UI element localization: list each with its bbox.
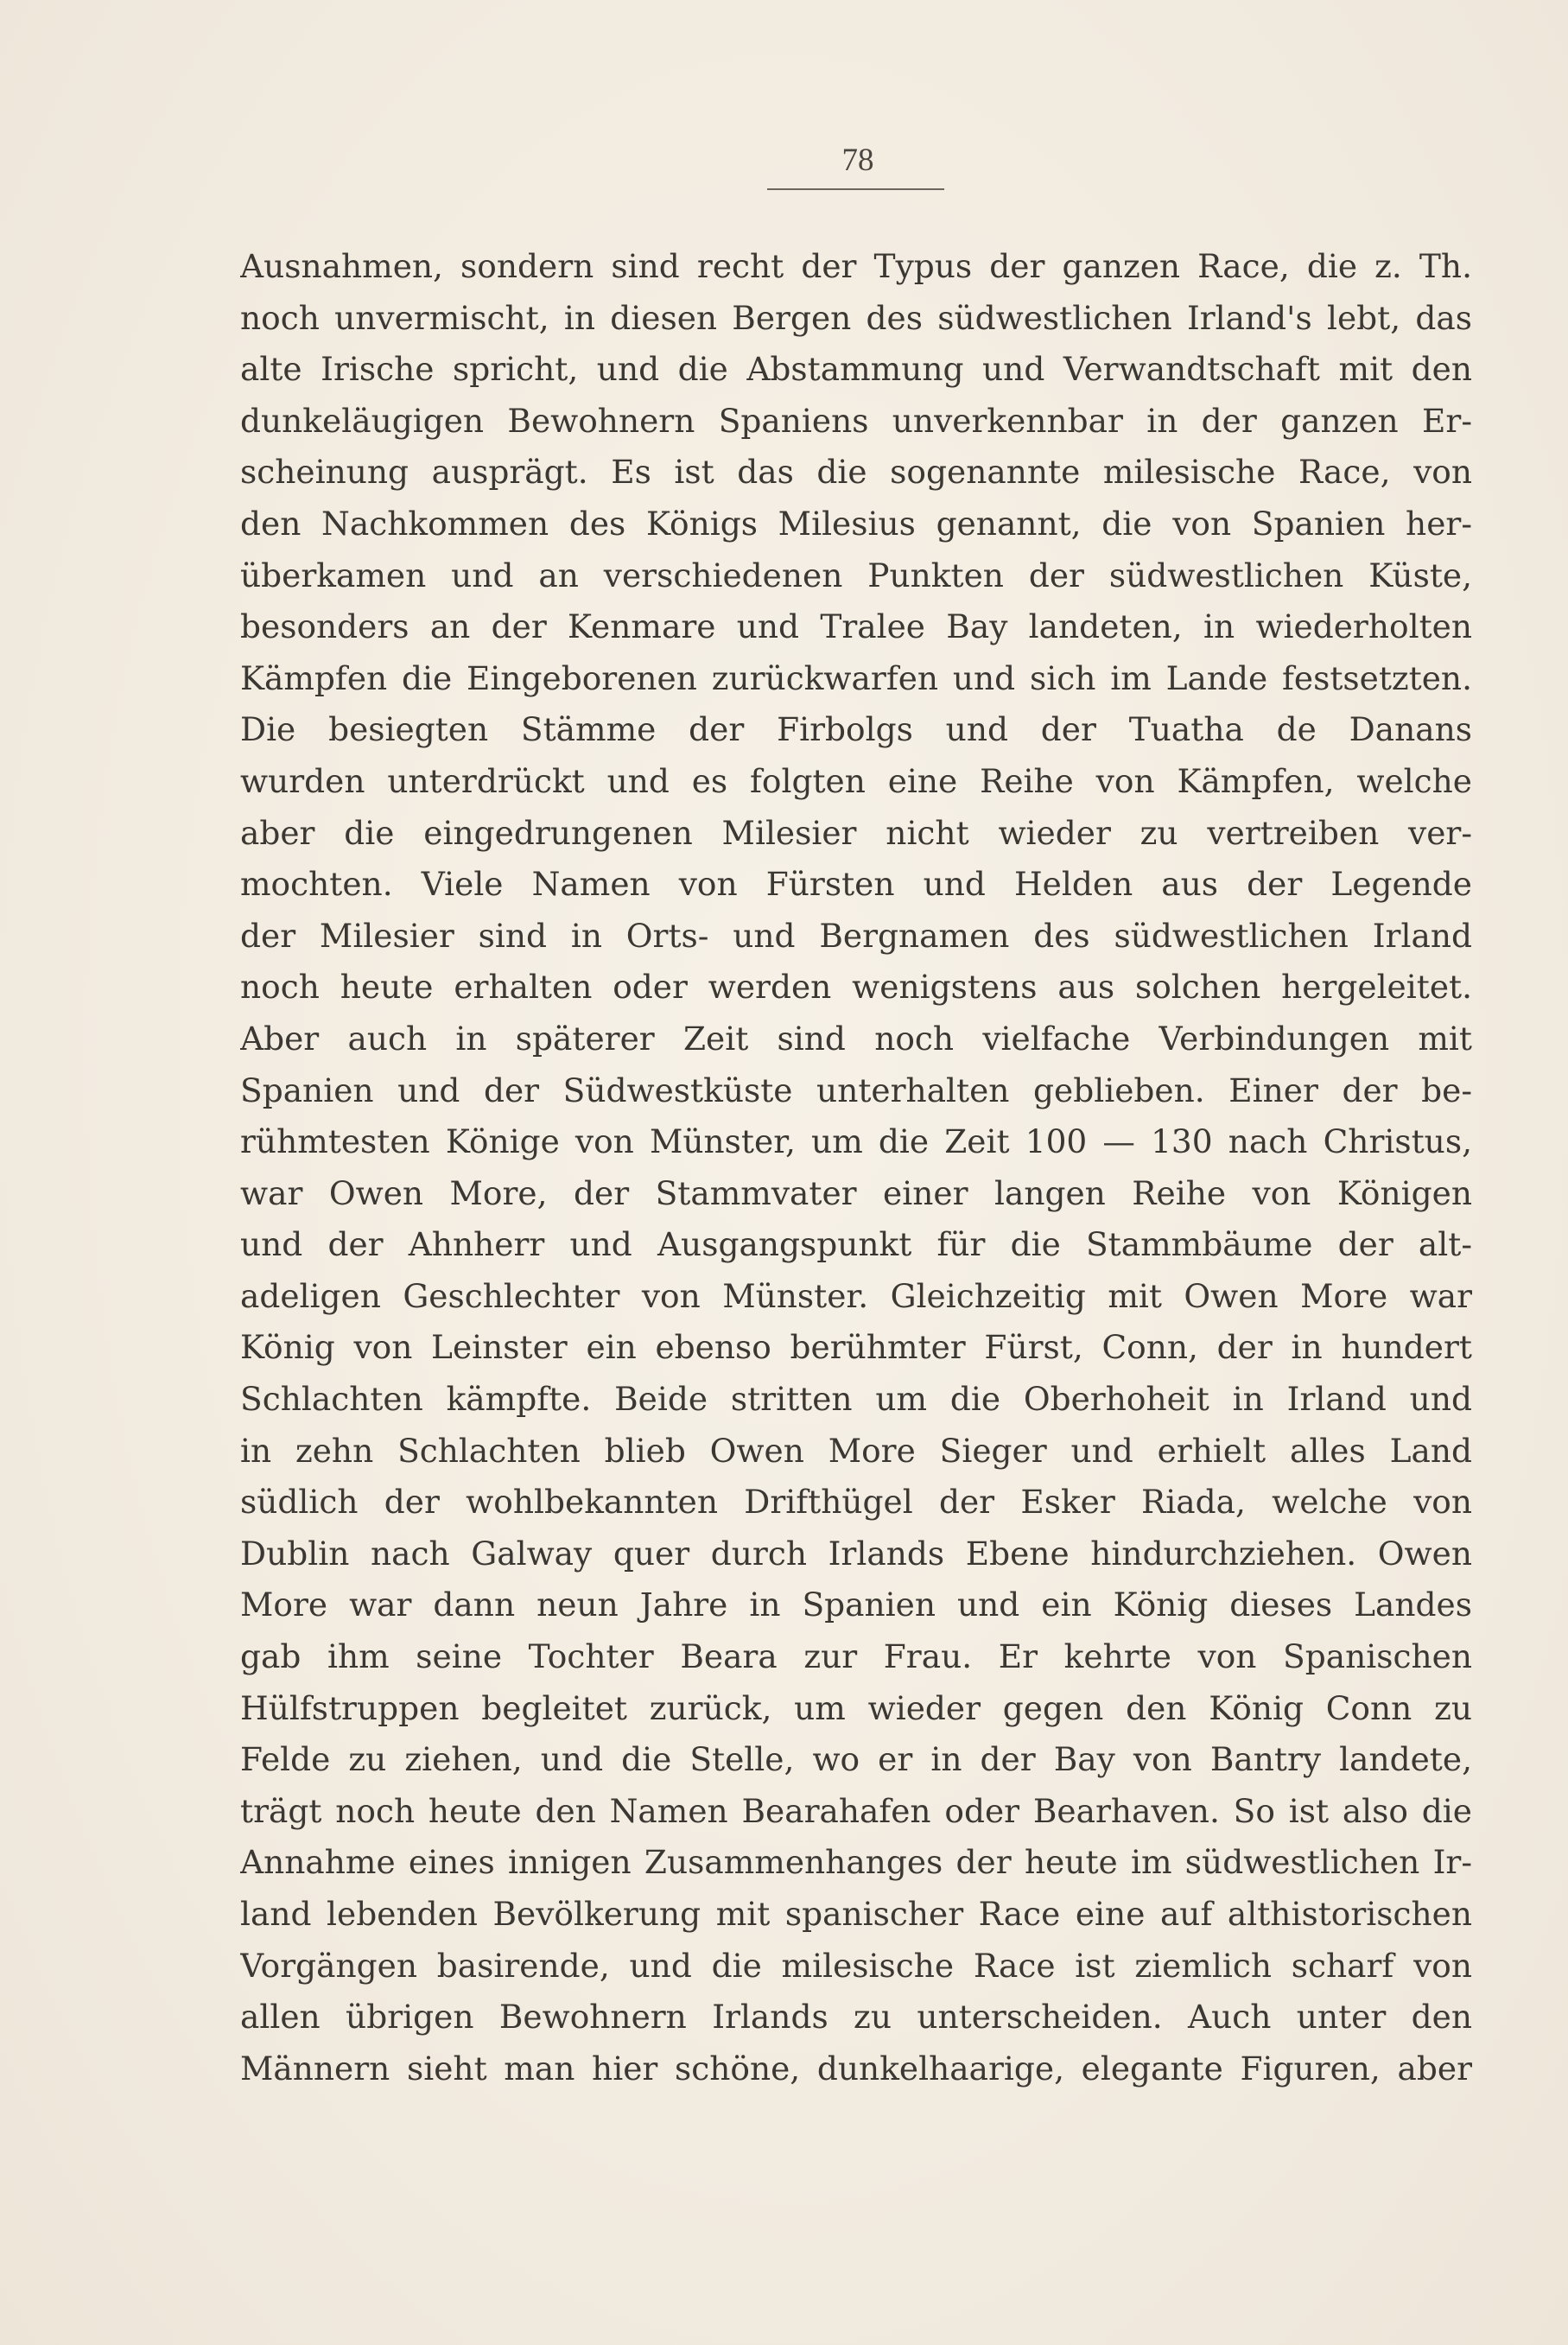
text-line: trägt noch heute den Namen Bearahafen oder Bearhaven. So ist also die bbox=[240, 1791, 1472, 1830]
text-line: besonders an der Kenmare und Tralee Bay landeten, in wiederholten bbox=[240, 607, 1472, 646]
text-line: den Nachkommen des Königs Milesius genannt, die von Spanien her- bbox=[240, 504, 1472, 543]
text-line: Aber auch in späterer Zeit sind noch vielfache Verbindungen mit bbox=[240, 1019, 1472, 1058]
text-line: dunkeläugigen Bewohnern Spaniens unverkennbar in der ganzen Er- bbox=[240, 401, 1472, 440]
page-number: 78 bbox=[841, 143, 874, 178]
text-line: Hülfstruppen begleitet zurück, um wieder gegen den König Conn zu bbox=[240, 1688, 1472, 1727]
text-line: noch heute erhalten oder werden wenigstens aus solchen hergeleitet. bbox=[240, 968, 1472, 1007]
header-rule bbox=[767, 188, 944, 190]
text-line: südlich der wohlbekannten Drifthügel der Esker Riada, welche von bbox=[240, 1483, 1472, 1522]
text-line: und der Ahnherr und Ausgangspunkt für die Stammbäume der alt- bbox=[240, 1225, 1472, 1264]
text-line: mochten. Viele Namen von Fürsten und Helden aus der Legende bbox=[240, 865, 1472, 904]
text-line: Ausnahmen, sondern sind recht der Typus der ganzen Race, die z. Th. bbox=[240, 247, 1472, 285]
text-line: König von Leinster ein ebenso berühmter Fürst, Conn, der in hundert bbox=[240, 1328, 1472, 1367]
text-line: Die besiegten Stämme der Firbolgs und der Tuatha de Danans bbox=[240, 710, 1472, 749]
text-line: Männern sieht man hier schöne, dunkelhaarige, elegante Figuren, aber bbox=[240, 2049, 1472, 2088]
text-line: Annahme eines innigen Zusammenhanges der heute im südwestlichen Ir- bbox=[240, 1843, 1472, 1882]
text-line: noch unvermischt, in diesen Bergen des südwestlichen Irland's lebt, das bbox=[240, 298, 1472, 337]
text-line: Spanien und der Südwestküste unterhalten geblieben. Einer der be- bbox=[240, 1071, 1472, 1109]
text-line: scheinung ausprägt. Es ist das die sogenannte milesische Race, von bbox=[240, 453, 1472, 492]
text-line: alte Irische spricht, und die Abstammung und Verwandtschaft mit den bbox=[240, 350, 1472, 389]
text-line: adeligen Geschlechter von Münster. Gleichzeitig mit Owen More war bbox=[240, 1276, 1472, 1315]
text-line: Vorgängen basirende, und die milesische Race ist ziemlich scharf von bbox=[240, 1946, 1472, 1985]
text-line: war Owen More, der Stammvater einer langen Reihe von Königen bbox=[240, 1173, 1472, 1212]
text-line: rühmtesten Könige von Münster, um die Zeit 100 — 130 nach Christus, bbox=[240, 1122, 1472, 1161]
text-line: Kämpfen die Eingeborenen zurückwarfen und sich im Lande festsetzten. bbox=[240, 658, 1472, 697]
text-line: gab ihm seine Tochter Beara zur Frau. Er kehrte von Spanischen bbox=[240, 1637, 1472, 1676]
text-line: land lebenden Bevölkerung mit spanischer Race eine auf althistorischen bbox=[240, 1895, 1472, 1933]
text-line: Felde zu ziehen, und die Stelle, wo er in der Bay von Bantry landete, bbox=[240, 1740, 1472, 1779]
text-line: Schlachten kämpfte. Beide stritten um die Oberhoheit in Irland und bbox=[240, 1380, 1472, 1419]
text-line: aber die eingedrungenen Milesier nicht wieder zu vertreiben ver- bbox=[240, 813, 1472, 852]
text-line: wurden unterdrückt und es folgten eine Reihe von Kämpfen, welche bbox=[240, 761, 1472, 800]
text-line: der Milesier sind in Orts- und Bergnamen des südwestlichen Irland bbox=[240, 916, 1472, 955]
text-line: überkamen und an verschiedenen Punkten der südwestlichen Küste, bbox=[240, 556, 1472, 594]
text-line: Dublin nach Galway quer durch Irlands Ebene hindurchziehen. Owen bbox=[240, 1534, 1472, 1573]
text-line: in zehn Schlachten blieb Owen More Sieger und erhielt alles Land bbox=[240, 1431, 1472, 1470]
text-line: More war dann neun Jahre in Spanien und ein König dieses Landes bbox=[240, 1586, 1472, 1624]
body-text bbox=[240, 241, 1472, 2094]
text-line: allen übrigen Bewohnern Irlands zu unterscheiden. Auch unter den bbox=[240, 1998, 1472, 2037]
